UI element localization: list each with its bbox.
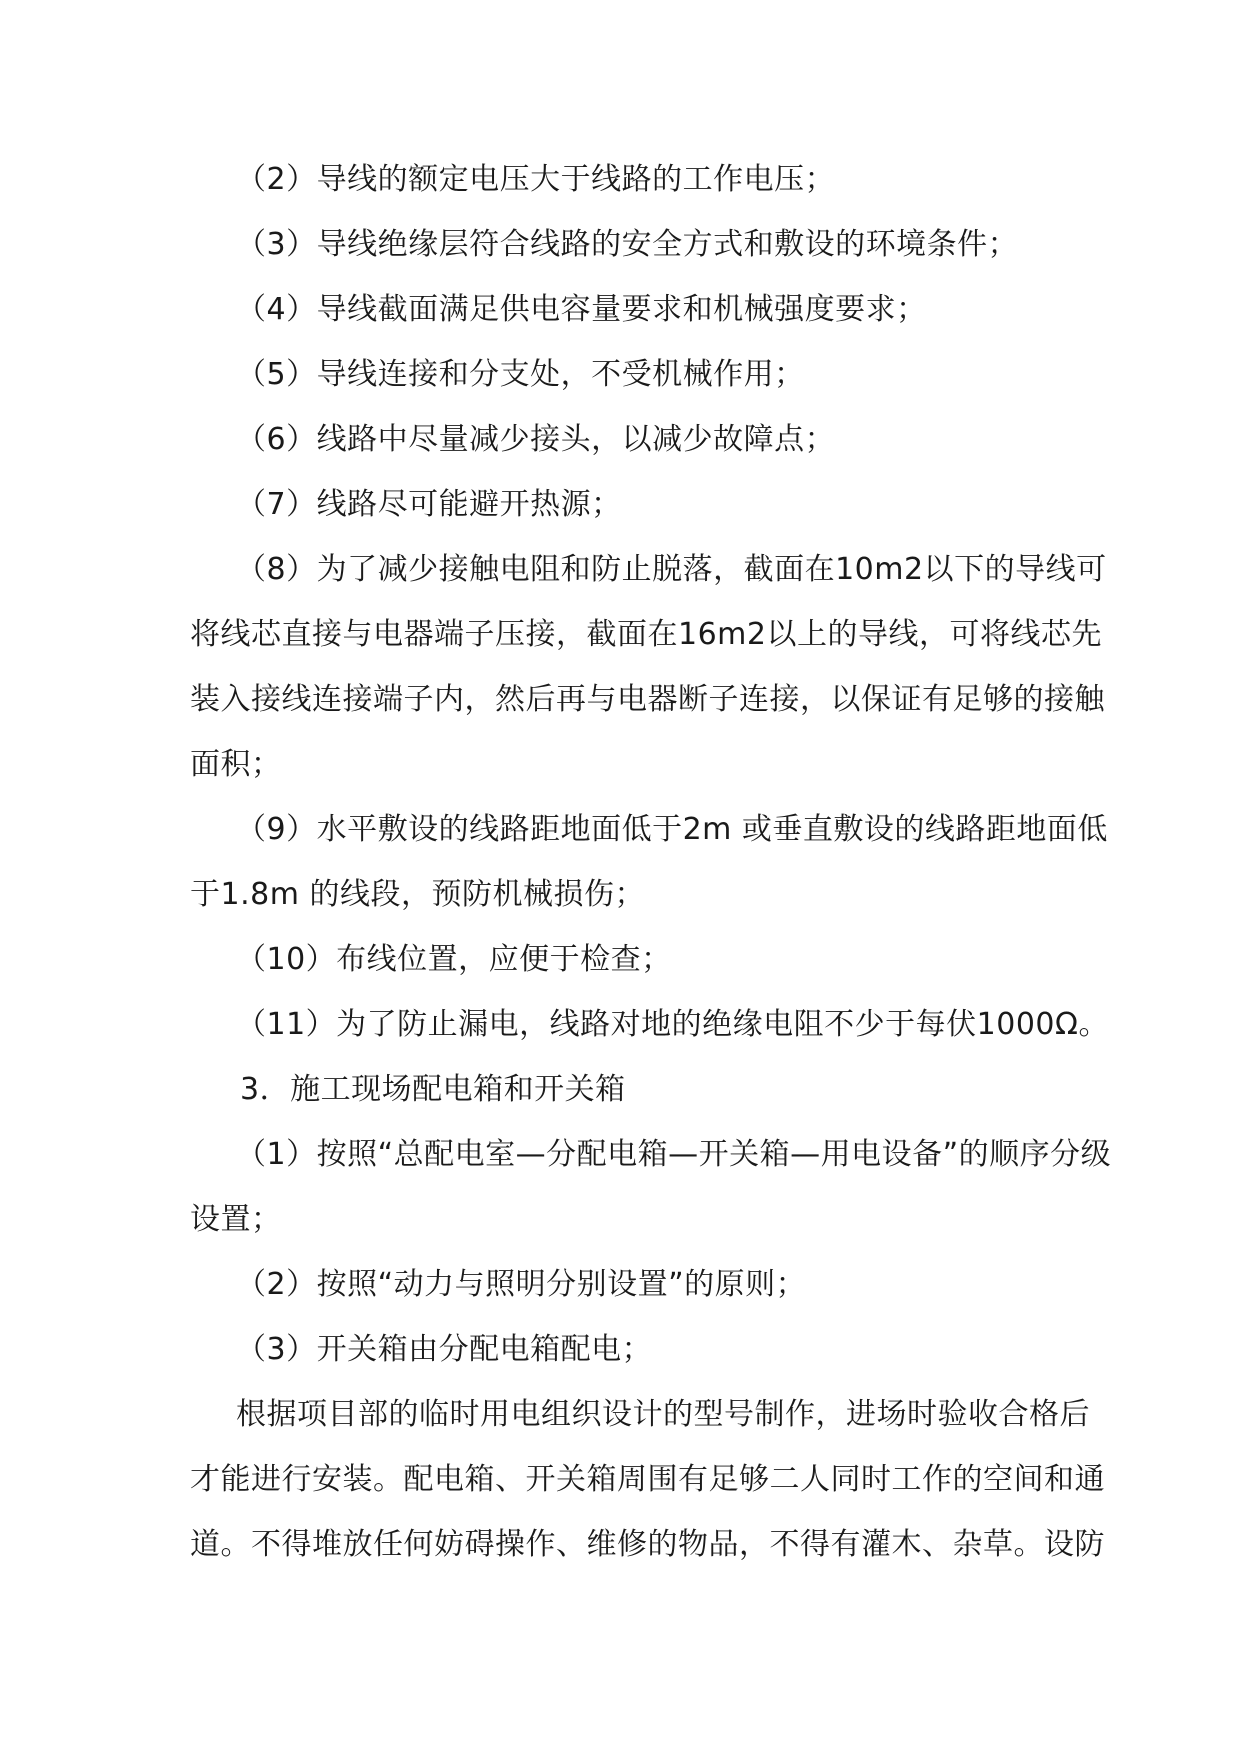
paragraph-line: （3）导线绝缘层符合线路的安全方式和敷设的环境条件； — [236, 227, 1019, 262]
paragraph-line: （2）导线的额定电压大于线路的工作电压； — [236, 162, 836, 197]
paragraph-line: 面积； — [190, 747, 282, 782]
paragraph-line: （8）为了减少接触电阻和防止脱落，截面在10m2以下的导线可 — [236, 552, 1107, 587]
paragraph-line: （7）线路尽可能避开热源； — [236, 487, 622, 522]
section-heading: 3．施工现场配电箱和开关箱 — [240, 1072, 626, 1107]
paragraph-line: （9）水平敷设的线路距地面低于2m 或垂直敷设的线路距地面低 — [236, 812, 1108, 847]
paragraph-line: （1）按照“总配电室—分配电箱—开关箱—用电设备”的顺序分级 — [236, 1137, 1112, 1172]
paragraph-line: 道。不得堆放任何妨碍操作、维修的物品，不得有灌木、杂草。设防 — [190, 1527, 1105, 1562]
paragraph-line: （4）导线截面满足供电容量要求和机械强度要求； — [236, 292, 927, 327]
paragraph-line: （11）为了防止漏电，线路对地的绝缘电阻不少于每伏1000Ω。 — [236, 1007, 1109, 1042]
paragraph-line: （5）导线连接和分支处，不受机械作用； — [236, 357, 805, 392]
paragraph-line: 才能进行安装。配电箱、开关箱周围有足够二人同时工作的空间和通 — [190, 1462, 1105, 1497]
paragraph-line: 设置； — [190, 1202, 282, 1237]
paragraph-line: 根据项目部的临时用电组织设计的型号制作，进场时验收合格后 — [236, 1397, 1090, 1432]
paragraph-line: 于1.8m 的线段，预防机械损伤； — [190, 877, 645, 912]
paragraph-line: （6）线路中尽量减少接头，以减少故障点； — [236, 422, 836, 457]
paragraph-line: 将线芯直接与电器端子压接，截面在16m2以上的导线，可将线芯先 — [190, 617, 1102, 652]
paragraph-line: （2）按照“动力与照明分别设置”的原则； — [236, 1267, 807, 1302]
paragraph-line: （10）布线位置，应便于检查； — [236, 942, 672, 977]
paragraph-line: 装入接线连接端子内，然后再与电器断子连接，以保证有足够的接触 — [190, 682, 1105, 717]
paragraph-line: （3）开关箱由分配电箱配电； — [236, 1332, 653, 1367]
